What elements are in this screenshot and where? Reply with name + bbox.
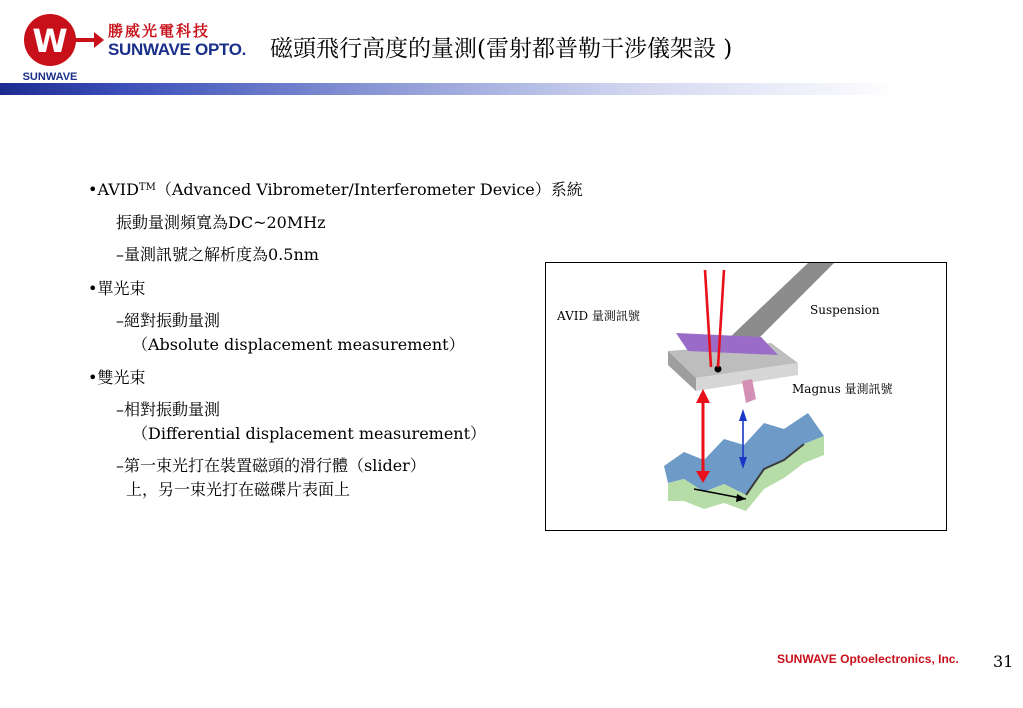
label-suspension: Suspension (810, 303, 880, 317)
sunwave-logo (22, 12, 104, 84)
bullet-avid-suffix: （Advanced Vibrometer/Interferometer Device）系統 (155, 180, 583, 199)
bullet-absolute-vibration: –絕對振動量測 (116, 311, 221, 330)
bullet-dual-beam: •雙光束 (88, 368, 146, 387)
svg-text:W: W (32, 22, 68, 60)
bullet-differential-displacement: （Differential displacement measurement） (132, 424, 487, 443)
bullet-avid-bandwidth: 振動量測頻寬為DC~20MHz (116, 213, 326, 232)
bullet-beam-slider: –第一束光打在裝置磁頭的滑行體（slider） (116, 456, 426, 475)
header-gradient-band (0, 83, 1023, 95)
brand-name-english: SUNWAVE OPTO. (108, 40, 247, 59)
footer-company: SUNWAVE Optoelectronics, Inc. (777, 652, 959, 666)
logo-text: SUNWAVE (22, 71, 78, 83)
bullet-absolute-displacement: （Absolute displacement measurement） (132, 335, 465, 354)
bullet-single-beam: •單光束 (88, 279, 146, 298)
bullet-relative-vibration: –相對振動量測 (116, 400, 221, 419)
setup-diagram (545, 262, 947, 531)
page-number: 31 (993, 652, 1014, 671)
magnetic-head (742, 379, 756, 403)
brand-name-chinese: 勝威光電科技 (108, 22, 211, 40)
label-avid-signal: AVID 量測訊號 (557, 309, 640, 323)
bullet-beam-disk: 上，另一束光打在磁碟片表面上 (126, 480, 351, 499)
bullet-avid (88, 180, 583, 199)
bullet-avid-prefix: •AVID (88, 180, 139, 199)
label-magnus-signal: Magnus 量測訊號 (792, 382, 893, 396)
bullet-avid-resolution: –量測訊號之解析度為0.5nm (116, 245, 319, 264)
trademark-superscript: TM (138, 182, 156, 193)
slide-title: 磁頭飛行高度的量測(雷射都普勒干涉儀架設 ) (270, 36, 733, 62)
